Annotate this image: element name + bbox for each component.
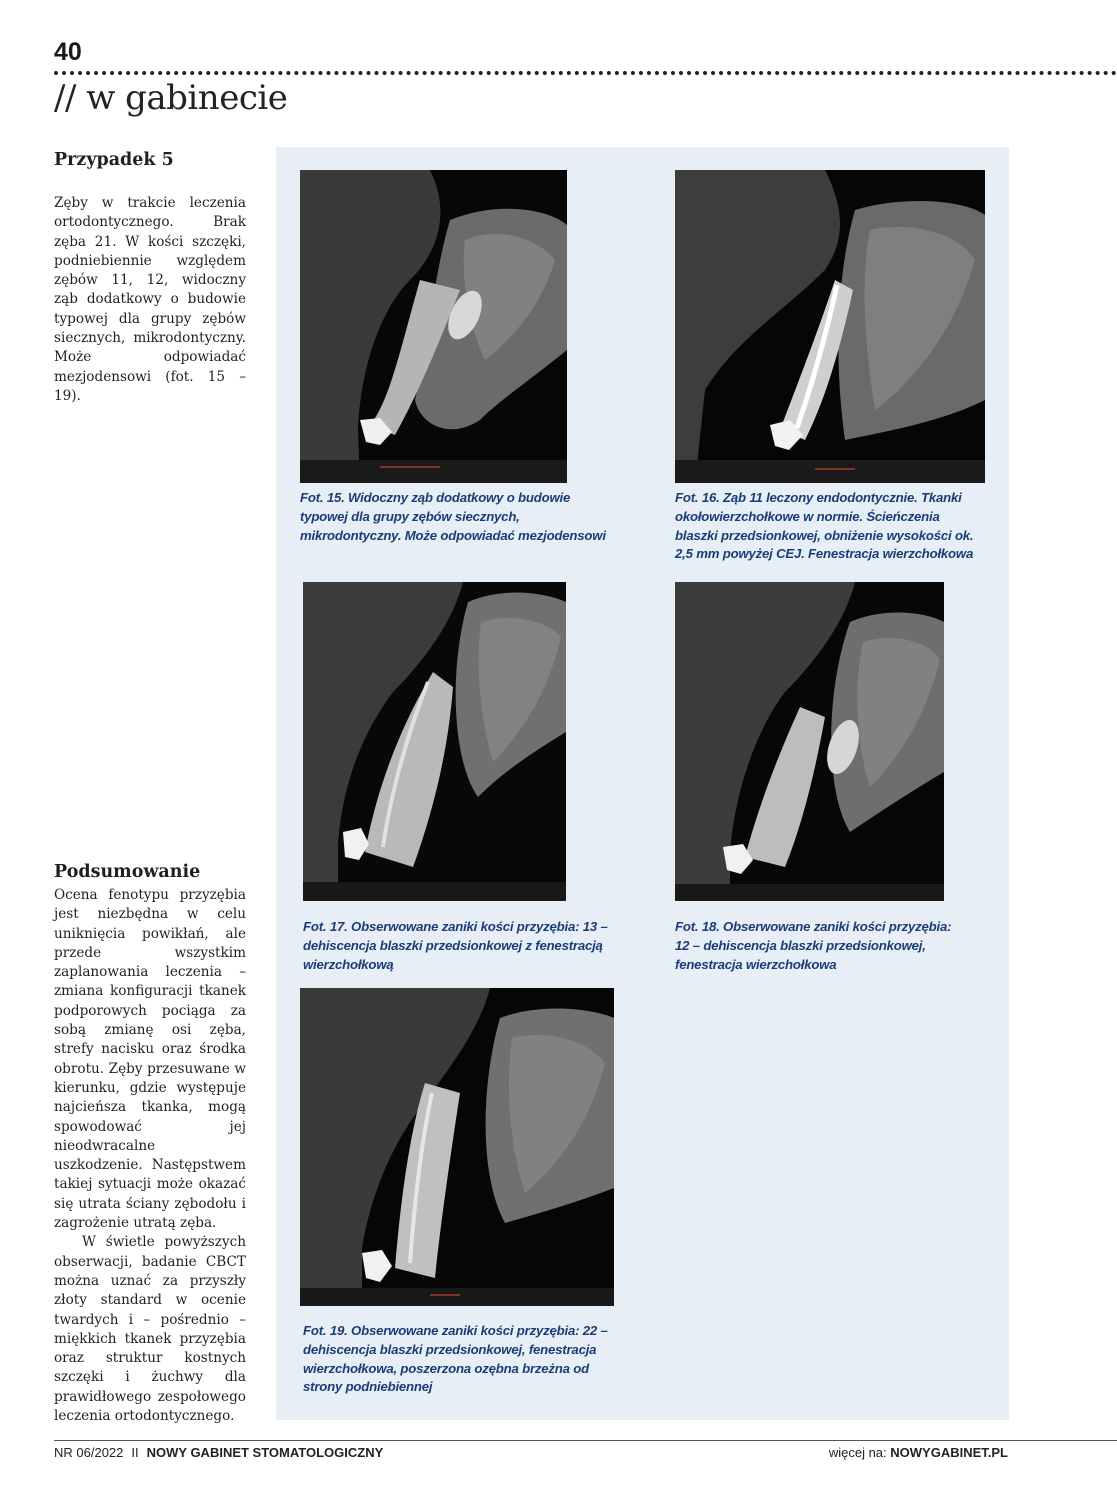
case-heading: Przypadek 5: [54, 150, 174, 170]
page-number: 40: [54, 38, 82, 66]
header-dotted-rule: [54, 71, 1117, 75]
footer-issue: NR 06/2022: [54, 1445, 124, 1460]
footer-magazine: NOWY GABINET STOMATOLOGICZNY: [146, 1445, 384, 1460]
footer-issue-info: [54, 1445, 383, 1460]
caption-fot19: Fot. 19. Obserwowane zaniki kości przyzębia: 22 – dehiscencja blaszki przedsionkowej, fenestracja wierzchołkowa, poszerzona ozębna brzeżna od strony podniebiennej: [303, 1323, 608, 1395]
summary-paragraph-1: Ocena fenotypu przyzębia jest niezbędna w celu uniknięcia powikłań, ale przede wszystkim zaplanowania leczenia – zmiana konfiguracji tkanek podporowych pociąga za sobą zmianę osi zęba, strefy nacisku oraz środka obrotu. Zęby przesuwane w kierunku, gdzie występuje najcieńsza tkanka, mogą spowodować jej nieodwracalne uszkodzenie. Następstwem takiej sytuacji może okazać się utrata ściany zębodołu i zagrożenie utratą zęba.: [54, 887, 246, 1232]
summary-heading: Podsumowanie: [54, 862, 201, 882]
footer-website-info: [829, 1445, 1008, 1460]
caption-fot15: Fot. 15. Widoczny ząb dodatkowy o budowie typowej dla grupy zębów siecznych, mikrodontyczny. Może odpowiadać mezjodensowi: [300, 490, 606, 543]
caption-fot16: Fot. 16. Ząb 11 leczony endodontycznie. Tkanki okołowierzchołkowe w normie. Ścieńczenia blaszki przedsionkowej, obniżenie wysokości ok. 2,5 mm powyżej CEJ. Fenestracja wierzchołkowa: [675, 490, 974, 562]
cbct-scan-fot17: [303, 582, 566, 901]
summary-paragraph-2: W świetle powyższych obserwacji, badanie CBCT można uznać za przyszły złoty standard w ocenie twardych i – pośrednio – miękkich tkanek przyzębia oraz struktur kostnych szczęki i żuchwy dla prawidłowego zespołowego leczenia ortodontycznego.: [54, 1234, 246, 1425]
cbct-scan-fot18: [675, 582, 944, 901]
section-title: // w gabinecie: [54, 78, 288, 118]
footer-rule: [54, 1440, 1117, 1441]
caption-fot17: Fot. 17. Obserwowane zaniki kości przyzębia: 13 – dehiscencja blaszki przedsionkowej z fenestracją wierzchołkową: [303, 919, 608, 972]
footer-separator: II: [131, 1445, 139, 1460]
cbct-scan-fot19: [300, 988, 614, 1306]
case-text: Zęby w trakcie leczenia ortodontycznego. Brak zęba 21. W kości szczęki, podniebiennie względem zębów 11, 12, widoczny ząb dodatkowy o budowie typowej dla grupy zębów siecznych, mikrodontyczny. Może odpowiadać mezjodensowi (fot. 15 – 19).: [54, 195, 246, 404]
caption-fot18: Fot. 18. Obserwowane zaniki kości przyzębia: 12 – dehiscencja blaszki przedsionkowej, fenestracja wierzchołkowa: [675, 919, 952, 972]
cbct-scan-fot16: [675, 170, 985, 483]
footer-website-link[interactable]: NOWYGABINET.PL: [890, 1445, 1008, 1460]
cbct-scan-fot15: [300, 170, 567, 483]
summary-text: [54, 886, 246, 1426]
footer-more-label: więcej na:: [828, 1445, 887, 1460]
